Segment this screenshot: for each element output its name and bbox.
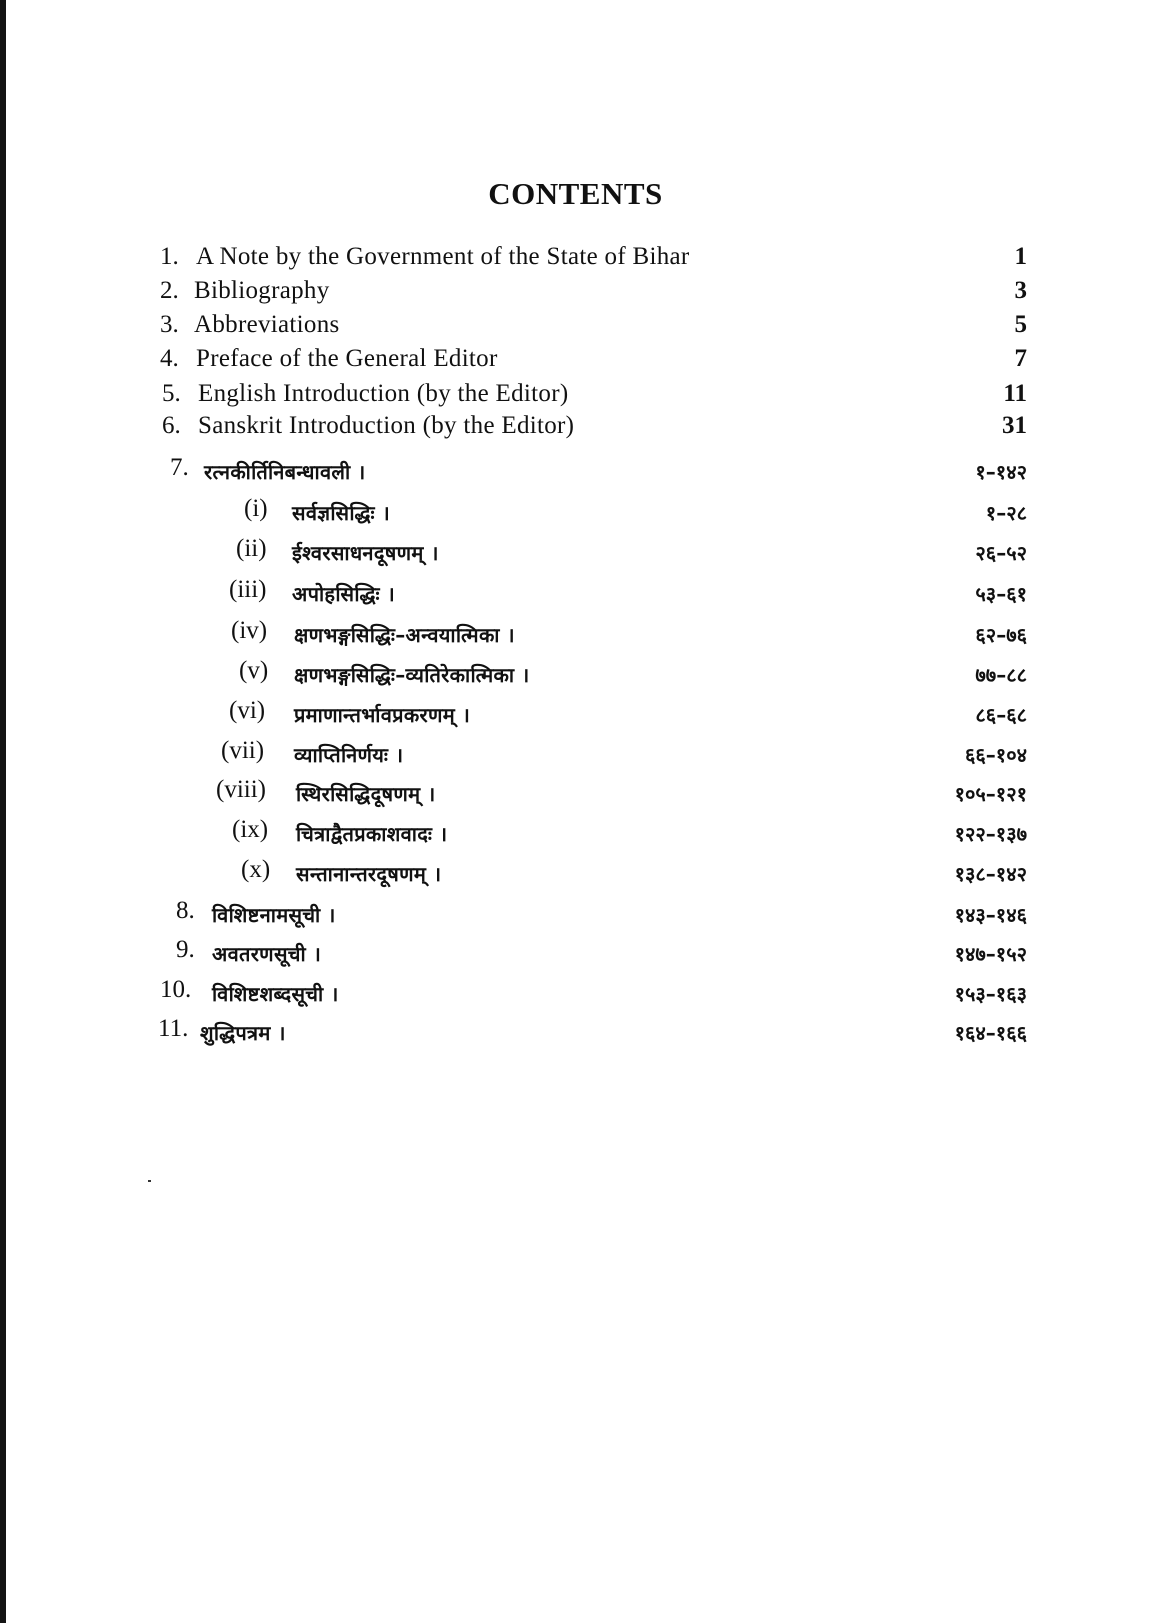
- toc-entry-1: [0, 243, 1151, 277]
- entry-title: प्रमाणान्तर्भावप्रकरणम् ।: [294, 703, 471, 727]
- entry-page: 7: [1014, 345, 1027, 372]
- entry-number: 4.: [160, 345, 179, 372]
- toc-subentry-viii: [0, 776, 1151, 810]
- entry-number: 7.: [170, 454, 189, 481]
- toc-entry-7: [0, 454, 1151, 488]
- entry-title: Preface of the General Editor: [196, 345, 498, 372]
- toc-entry-10: [0, 976, 1151, 1010]
- entry-title: क्षणभङ्गसिद्धिः–अन्वयात्मिका ।: [294, 623, 515, 647]
- entry-number: 5.: [162, 380, 181, 407]
- toc-subentry-x: [0, 856, 1151, 890]
- entry-number: (vii): [221, 737, 265, 764]
- entry-page: 31: [1002, 412, 1027, 439]
- entry-number: (iii): [229, 576, 267, 603]
- entry-number: (viii): [216, 776, 266, 803]
- toc-entry-8: [0, 897, 1151, 931]
- toc-entry-11: [0, 1015, 1151, 1049]
- entry-page: ८६–६८: [975, 703, 1027, 727]
- entry-number: 8.: [176, 897, 195, 924]
- entry-title: स्थिरसिद्धिदूषणम् ।: [296, 782, 436, 806]
- entry-page: १–२८: [985, 501, 1027, 525]
- entry-page: 5: [1014, 311, 1027, 338]
- toc-entry-5: [0, 380, 1151, 414]
- entry-number: (iv): [231, 617, 268, 644]
- entry-page: १३८–१४२: [954, 862, 1027, 886]
- entry-title: व्याप्तिनिर्णयः ।: [294, 743, 404, 767]
- entry-title: क्षणभङ्गसिद्धिः–व्यतिरेकात्मिका ।: [294, 663, 530, 687]
- entry-number: (i): [244, 495, 268, 522]
- entry-number: 3.: [160, 311, 179, 338]
- entry-title: रत्नकीर्तिनिबन्धावली ।: [204, 460, 366, 484]
- entry-title: सर्वज्ञसिद्धिः ।: [292, 501, 391, 525]
- entry-page: ७७–८८: [975, 663, 1027, 687]
- entry-number: (ix): [232, 816, 269, 843]
- toc-subentry-vi: [0, 697, 1151, 731]
- entry-title: विशिष्टनामसूची ।: [212, 903, 336, 927]
- entry-page: 1: [1014, 243, 1027, 270]
- entry-title: English Introduction (by the Editor): [198, 380, 569, 407]
- entry-number: (vi): [229, 697, 266, 724]
- toc-entry-2: [0, 277, 1151, 311]
- entry-number: (x): [241, 856, 271, 883]
- entry-page: ६२–७६: [975, 623, 1027, 647]
- stray-mark: [148, 1180, 151, 1182]
- entry-page: 11: [1003, 380, 1027, 407]
- entry-page: १४७–१५२: [954, 942, 1027, 966]
- entry-title: Abbreviations: [194, 311, 340, 338]
- entry-number: 6.: [162, 412, 181, 439]
- entry-title: शुद्धिपत्रम ।: [200, 1021, 286, 1045]
- toc-entry-9: [0, 936, 1151, 970]
- toc-subentry-ix: [0, 816, 1151, 850]
- toc-entry-6: [0, 412, 1151, 446]
- entry-page: १२२–१३७: [954, 822, 1027, 846]
- toc-entry-3: [0, 311, 1151, 345]
- toc-subentry-ii: [0, 535, 1151, 569]
- entry-number: (v): [239, 657, 269, 684]
- entry-page: १–१४२: [975, 460, 1027, 484]
- toc-subentry-iv: [0, 617, 1151, 651]
- entry-page: २६–५२: [975, 541, 1027, 565]
- entry-page: ६६–१०४: [965, 743, 1027, 767]
- toc-subentry-vii: [0, 737, 1151, 771]
- entry-page: १०५–१२१: [954, 782, 1027, 806]
- entry-title: अपोहसिद्धिः ।: [292, 582, 395, 606]
- entry-title: ईश्वरसाधनदूषणम् ।: [292, 541, 439, 565]
- entry-page: १४३–१४६: [954, 903, 1027, 927]
- entry-title: चित्राद्वैतप्रकाशवादः ।: [296, 822, 448, 846]
- entry-page: ५३–६१: [975, 582, 1027, 606]
- entry-page: 3: [1014, 277, 1027, 304]
- entry-title: सन्तानान्तरदूषणम् ।: [296, 862, 442, 886]
- toc-subentry-i: [0, 495, 1151, 529]
- page-title: CONTENTS: [488, 176, 663, 211]
- entry-title: A Note by the Government of the State of Bihar: [196, 243, 690, 270]
- entry-number: 10.: [160, 976, 192, 1003]
- entry-page: १६४–१६६: [954, 1021, 1027, 1045]
- toc-subentry-iii: [0, 576, 1151, 610]
- entry-number: 1.: [160, 243, 179, 270]
- entry-number: (ii): [236, 535, 267, 562]
- entry-title: Bibliography: [194, 277, 330, 304]
- toc-subentry-v: [0, 657, 1151, 691]
- entry-number: 9.: [176, 936, 195, 963]
- entry-title: विशिष्टशब्दसूची ।: [212, 982, 339, 1006]
- entry-number: 11.: [158, 1015, 189, 1042]
- entry-title: Sanskrit Introduction (by the Editor): [198, 412, 575, 439]
- toc-entry-4: [0, 345, 1151, 379]
- entry-page: १५३–१६३: [954, 982, 1027, 1006]
- entry-title: अवतरणसूची ।: [212, 942, 322, 966]
- entry-number: 2.: [160, 277, 179, 304]
